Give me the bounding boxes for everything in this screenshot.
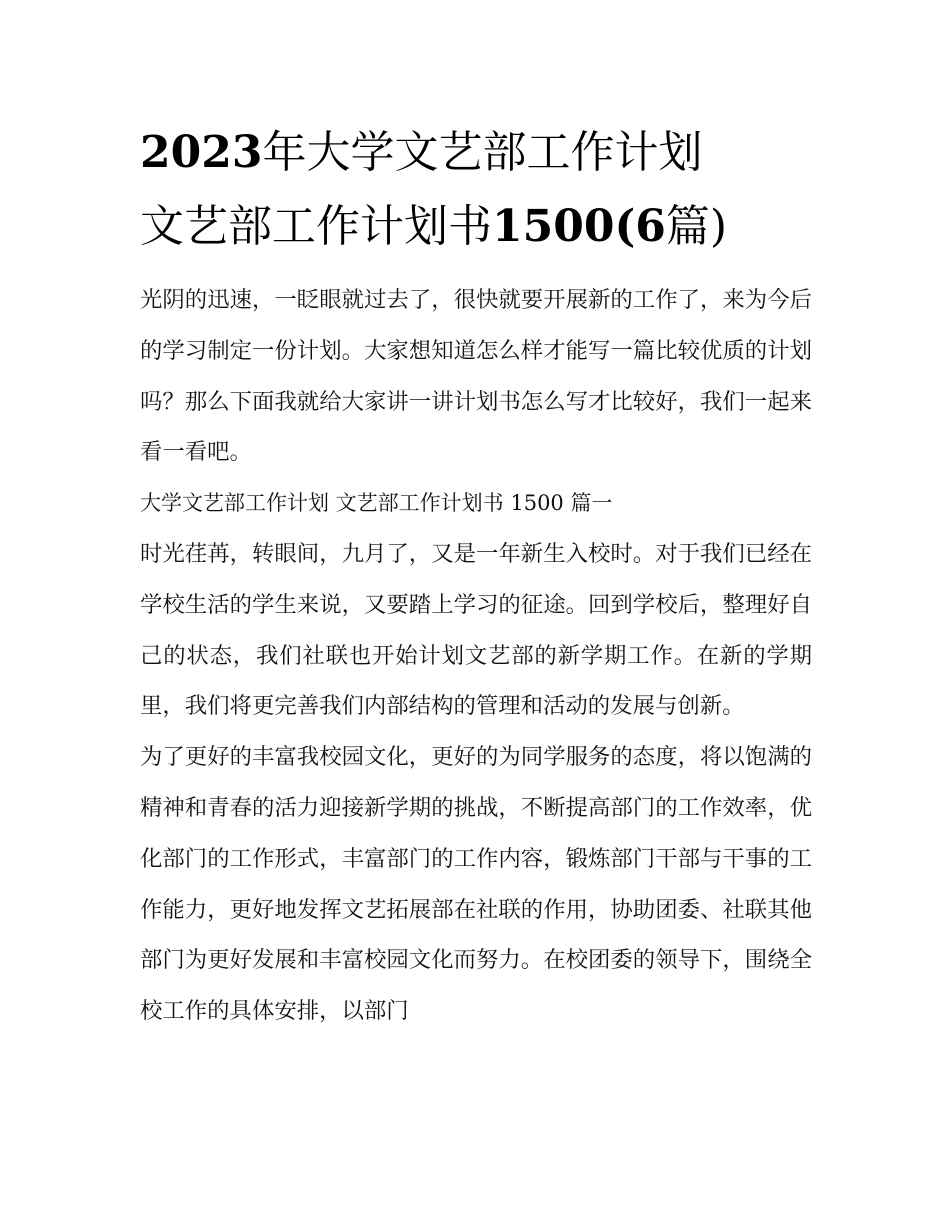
title-line-2-number: 1500(6 (492, 201, 666, 252)
title-line-1 (140, 116, 830, 190)
title-line-2-end: 篇) (665, 201, 728, 252)
title-line-2 (140, 190, 830, 264)
title-line-2-text: 文艺部工作计划书 (140, 201, 492, 252)
document-body (140, 275, 812, 1037)
intro-paragraph: 光阴的迅速，一眨眼就过去了，很快就要开展新的工作了，来为今后的学习制定一份计划。大家想知道怎么样才能写一篇比较优质的计划吗？那么下面我就给大家讲一讲计划书怎么写才比较好，我们一起来看一看吧。 (140, 287, 812, 466)
title-year: 2023 (140, 127, 263, 178)
document-title (140, 116, 830, 264)
title-line-1-text: 年大学文艺部工作计划 (262, 127, 703, 178)
body-paragraph: 时光荏苒，转眼间，九月了，又是一年新生入校时。对于我们已经在学校生活的学生来说，又要踏上学习的征途。回到学校后，整理好自己的状态，我们社联也开始计划文艺部的新学期工作。在新的学期里，我们将更完善我们内部结构的管理和活动的发展与创新。 (140, 540, 812, 720)
body-paragraph: 为了更好的丰富我校园文化，更好的为同学服务的态度，将以饱满的精神和青春的活力迎接新学期的挑战，不断提高部门的工作效率，优化部门的工作形式，丰富部门的工作内容，锻炼部门干部与干事的工作能力，更好地发挥文艺拓展部在社联的作用，协助团委、社联其他部门为更好发展和丰富校园文化而努力。在校团委的领导下，围绕全校工作的具体安排，以部门 (140, 744, 812, 1025)
section-heading: 大学文艺部工作计划 文艺部工作计划书 1500 篇一 (140, 491, 613, 516)
